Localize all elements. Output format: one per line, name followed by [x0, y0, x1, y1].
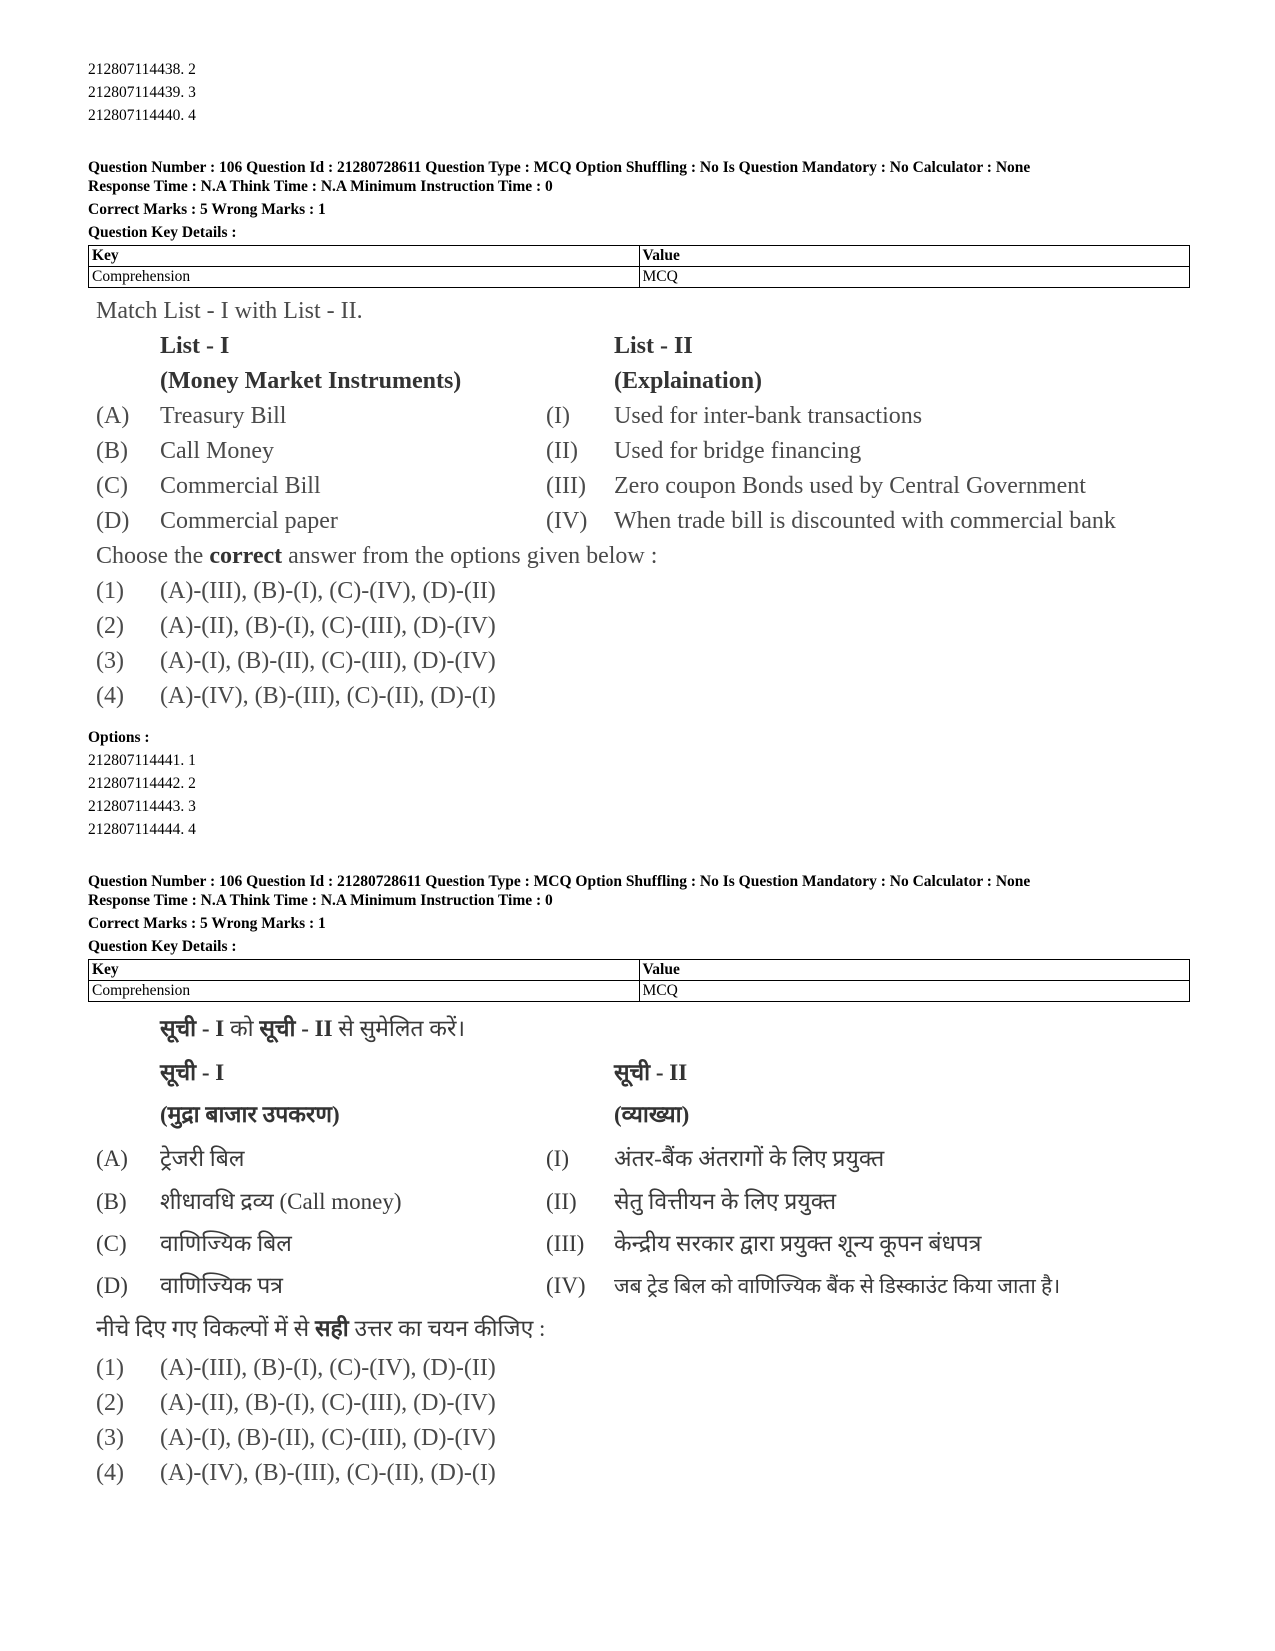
- answer-text: (A)-(I), (B)-(II), (C)-(III), (D)-(IV): [160, 648, 496, 674]
- key-cell: Comprehension: [89, 267, 640, 288]
- prompt-bold: सूची - II: [259, 1016, 333, 1041]
- list2-subtitle: (Explaination): [614, 368, 763, 394]
- answer-text: (A)-(II), (B)-(I), (C)-(III), (D)-(IV): [160, 1390, 496, 1416]
- list1-title: List - I: [160, 333, 230, 359]
- option-line: 212807114441. 1: [88, 752, 196, 769]
- question-timing: Response Time : N.A Think Time : N.A Minimum Instruction Time : 0: [88, 892, 553, 909]
- answer-number: (1): [96, 1355, 124, 1381]
- row-left: वाणिज्यिक पत्र: [160, 1273, 283, 1298]
- question-marks: Correct Marks : 5 Wrong Marks : 1: [88, 915, 326, 932]
- option-line: 212807114443. 3: [88, 798, 196, 815]
- row-right: Used for inter-bank transactions: [614, 403, 923, 429]
- row-label: (D): [96, 1273, 128, 1298]
- row-right: जब ट्रेड बिल को वाणिज्यिक बैंक से डिस्काउंट किया जाता है।: [614, 1274, 1061, 1298]
- answer-number: (4): [96, 683, 124, 709]
- row-label: (A): [96, 403, 130, 429]
- value-header: Value: [639, 960, 1190, 981]
- row-left: वाणिज्यिक बिल: [160, 1231, 292, 1256]
- value-cell: MCQ: [639, 981, 1190, 1002]
- row-label: (B): [96, 438, 128, 464]
- choose-text: नीचे दिए गए विकल्पों में से: [96, 1316, 315, 1341]
- row-right: When trade bill is discounted with commercial bank: [614, 508, 1116, 534]
- row-roman: (II): [546, 438, 578, 464]
- answer-text: (A)-(III), (B)-(I), (C)-(IV), (D)-(II): [160, 1355, 496, 1381]
- prompt-text: को: [224, 1016, 260, 1041]
- answer-text: (A)-(IV), (B)-(III), (C)-(II), (D)-(I): [160, 683, 496, 709]
- key-details-table: [88, 245, 1190, 288]
- list2-title: सूची - II: [614, 1060, 688, 1085]
- row-roman: (III): [546, 473, 586, 499]
- option-line: 212807114440. 4: [88, 107, 196, 124]
- row-right: सेतु वित्तीयन के लिए प्रयुक्त: [614, 1189, 837, 1214]
- choose-text: Choose the: [96, 543, 210, 569]
- option-line: 212807114439. 3: [88, 84, 196, 101]
- row-label: (C): [96, 473, 128, 499]
- key-cell: Comprehension: [89, 981, 640, 1002]
- row-left: Treasury Bill: [160, 403, 287, 429]
- row-roman: (I): [546, 403, 570, 429]
- answer-number: (1): [96, 578, 124, 604]
- key-details-table: [88, 959, 1190, 1002]
- answer-number: (2): [96, 1390, 124, 1416]
- question-timing: Response Time : N.A Think Time : N.A Minimum Instruction Time : 0: [88, 178, 553, 195]
- row-left: ट्रेजरी बिल: [160, 1146, 245, 1171]
- choose-instruction: [96, 541, 657, 571]
- row-roman: (III): [546, 1231, 585, 1256]
- row-roman: (II): [546, 1189, 577, 1214]
- choose-emphasis: correct: [209, 543, 283, 569]
- row-left: Commercial paper: [160, 508, 338, 534]
- row-label: (D): [96, 508, 130, 534]
- key-details-label: Question Key Details :: [88, 938, 237, 955]
- question-prompt: Match List - I with List - II.: [96, 298, 363, 324]
- key-details-label: Question Key Details :: [88, 224, 237, 241]
- key-header: Key: [89, 960, 640, 981]
- answer-number: (3): [96, 1425, 124, 1451]
- row-roman: (IV): [546, 1273, 586, 1298]
- row-left: शीधावधि द्रव्य (Call money): [160, 1189, 402, 1214]
- row-label: (C): [96, 1231, 127, 1256]
- answer-text: (A)-(I), (B)-(II), (C)-(III), (D)-(IV): [160, 1425, 496, 1451]
- value-header: Value: [639, 246, 1190, 267]
- row-roman: (IV): [546, 508, 588, 534]
- list2-subtitle: (व्याख्या): [614, 1102, 690, 1127]
- key-header: Key: [89, 246, 640, 267]
- list1-subtitle: (मुद्रा बाजार उपकरण): [160, 1102, 340, 1127]
- row-right: अंतर-बैंक अंतरागों के लिए प्रयुक्त: [614, 1146, 885, 1171]
- answer-number: (2): [96, 613, 124, 639]
- option-line: 212807114442. 2: [88, 775, 196, 792]
- options-label: Options :: [88, 729, 150, 746]
- answer-number: (3): [96, 648, 124, 674]
- row-label: (A): [96, 1146, 128, 1171]
- choose-instruction: [96, 1314, 545, 1344]
- row-roman: (I): [546, 1146, 569, 1171]
- choose-text: उत्तर का चयन कीजिए :: [348, 1316, 546, 1341]
- choose-text: answer from the options given below :: [282, 543, 658, 569]
- question-meta: Question Number : 106 Question Id : 21280728611 Question Type : MCQ Option Shuffling : No Is Question Mandatory : No Calculator : None: [88, 873, 1031, 890]
- row-right: Zero coupon Bonds used by Central Government: [614, 473, 1086, 499]
- list1-subtitle: (Money Market Instruments): [160, 368, 462, 394]
- question-meta: Question Number : 106 Question Id : 21280728611 Question Type : MCQ Option Shuffling : No Is Question Mandatory : No Calculator : None: [88, 159, 1031, 176]
- answer-number: (4): [96, 1460, 124, 1486]
- choose-emphasis: सही: [314, 1316, 349, 1341]
- option-line: 212807114444. 4: [88, 821, 196, 838]
- row-right: केन्द्रीय सरकार द्वारा प्रयुक्त शून्य कूपन बंधपत्र: [614, 1231, 982, 1256]
- option-line: 212807114438. 2: [88, 61, 196, 78]
- row-right: Used for bridge financing: [614, 438, 862, 464]
- answer-text: (A)-(IV), (B)-(III), (C)-(II), (D)-(I): [160, 1460, 496, 1486]
- answer-text: (A)-(III), (B)-(I), (C)-(IV), (D)-(II): [160, 578, 496, 604]
- row-left: Call Money: [160, 438, 274, 464]
- list1-title: सूची - I: [160, 1060, 225, 1085]
- prompt-text: से सुमेलित करें।: [332, 1016, 466, 1041]
- prompt-line: [160, 1014, 465, 1044]
- list2-title: List - II: [614, 333, 693, 359]
- answer-text: (A)-(II), (B)-(I), (C)-(III), (D)-(IV): [160, 613, 496, 639]
- prompt-bold: सूची - I: [160, 1016, 225, 1041]
- row-label: (B): [96, 1189, 127, 1214]
- value-cell: MCQ: [639, 267, 1190, 288]
- row-left: Commercial Bill: [160, 473, 321, 499]
- question-marks: Correct Marks : 5 Wrong Marks : 1: [88, 201, 326, 218]
